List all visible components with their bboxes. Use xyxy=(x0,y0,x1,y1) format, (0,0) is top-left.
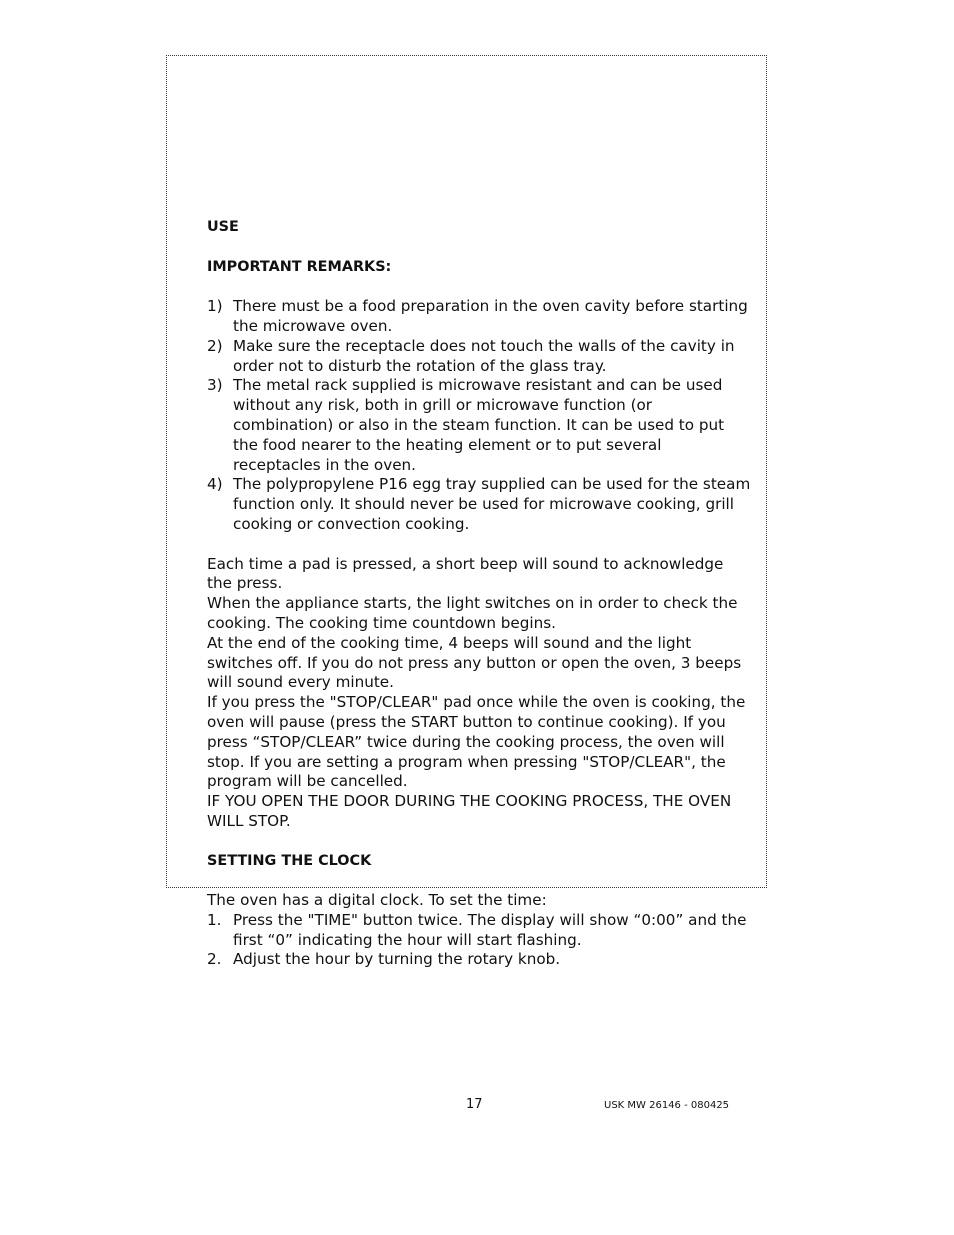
list-item-number: 1) xyxy=(207,297,223,316)
list-item xyxy=(207,376,752,475)
paragraph-end-beeps: At the end of the cooking time, 4 beeps will sound and the light switches off. If you do not press any button or open the oven, 3 beeps will sound every minute. xyxy=(207,633,742,692)
clock-intro: The oven has a digital clock. To set the time: xyxy=(207,891,547,910)
list-item xyxy=(207,297,752,337)
clock-heading: SETTING THE CLOCK xyxy=(207,852,372,869)
document-body xyxy=(207,218,752,970)
list-item-text: The metal rack supplied is microwave resistant and can be used without any risk, both in grill or microwave function (or combination) or also in the steam function. It can be used to put the food nearer to the heating element or to put several receptacles in the oven. xyxy=(233,376,725,474)
list-item xyxy=(207,911,752,951)
list-item xyxy=(207,337,752,377)
paragraph-light: When the appliance starts, the light switches on in order to check the cooking. The cooking time countdown begins. xyxy=(207,594,738,632)
list-item-number: 4) xyxy=(207,475,223,494)
list-item-number: 1. xyxy=(207,910,222,929)
document-code: USK MW 26146 - 080425 xyxy=(604,1100,730,1111)
paragraph-stop-clear: If you press the "STOP/CLEAR" pad once while the oven is cooking, the oven will pause (press the START button to continue cooking). If you press “STOP/CLEAR” twice during the cooking process, the oven will stop. If you are setting a program when pressing "STOP/CLEAR", the program will be cancelled. xyxy=(207,693,746,791)
list-item-text: There must be a food preparation in the oven cavity before starting the microwave oven. xyxy=(233,297,748,335)
paragraph-door-warning: IF YOU OPEN THE DOOR DURING THE COOKING PROCESS, THE OVEN WILL STOP. xyxy=(207,792,732,830)
list-item-number: 2) xyxy=(207,336,223,355)
list-item-text: Make sure the receptacle does not touch the walls of the cavity in order not to disturb the rotation of the glass tray. xyxy=(233,336,735,375)
paragraph-beep: Each time a pad is pressed, a short beep will sound to acknowledge the press. xyxy=(207,554,724,593)
list-item xyxy=(207,950,752,970)
remarks-list xyxy=(207,297,752,535)
list-item-text: Press the "TIME" button twice. The display will show “0:00” and the first “0” indicating the hour will start flashing. xyxy=(233,910,747,949)
clock-steps-list xyxy=(207,911,752,970)
list-item-text: Adjust the hour by turning the rotary knob. xyxy=(233,950,561,969)
use-heading: USE xyxy=(207,219,239,235)
remarks-heading: IMPORTANT REMARKS: xyxy=(207,258,392,275)
list-item-number: 3) xyxy=(207,376,223,395)
list-item xyxy=(207,475,752,534)
page-number: 17 xyxy=(466,1097,483,1112)
list-item-number: 2. xyxy=(207,950,222,969)
list-item-text: The polypropylene P16 egg tray supplied can be used for the steam function only. It should never be used for microwave cooking, grill cooking or convection cooking. xyxy=(233,475,751,533)
